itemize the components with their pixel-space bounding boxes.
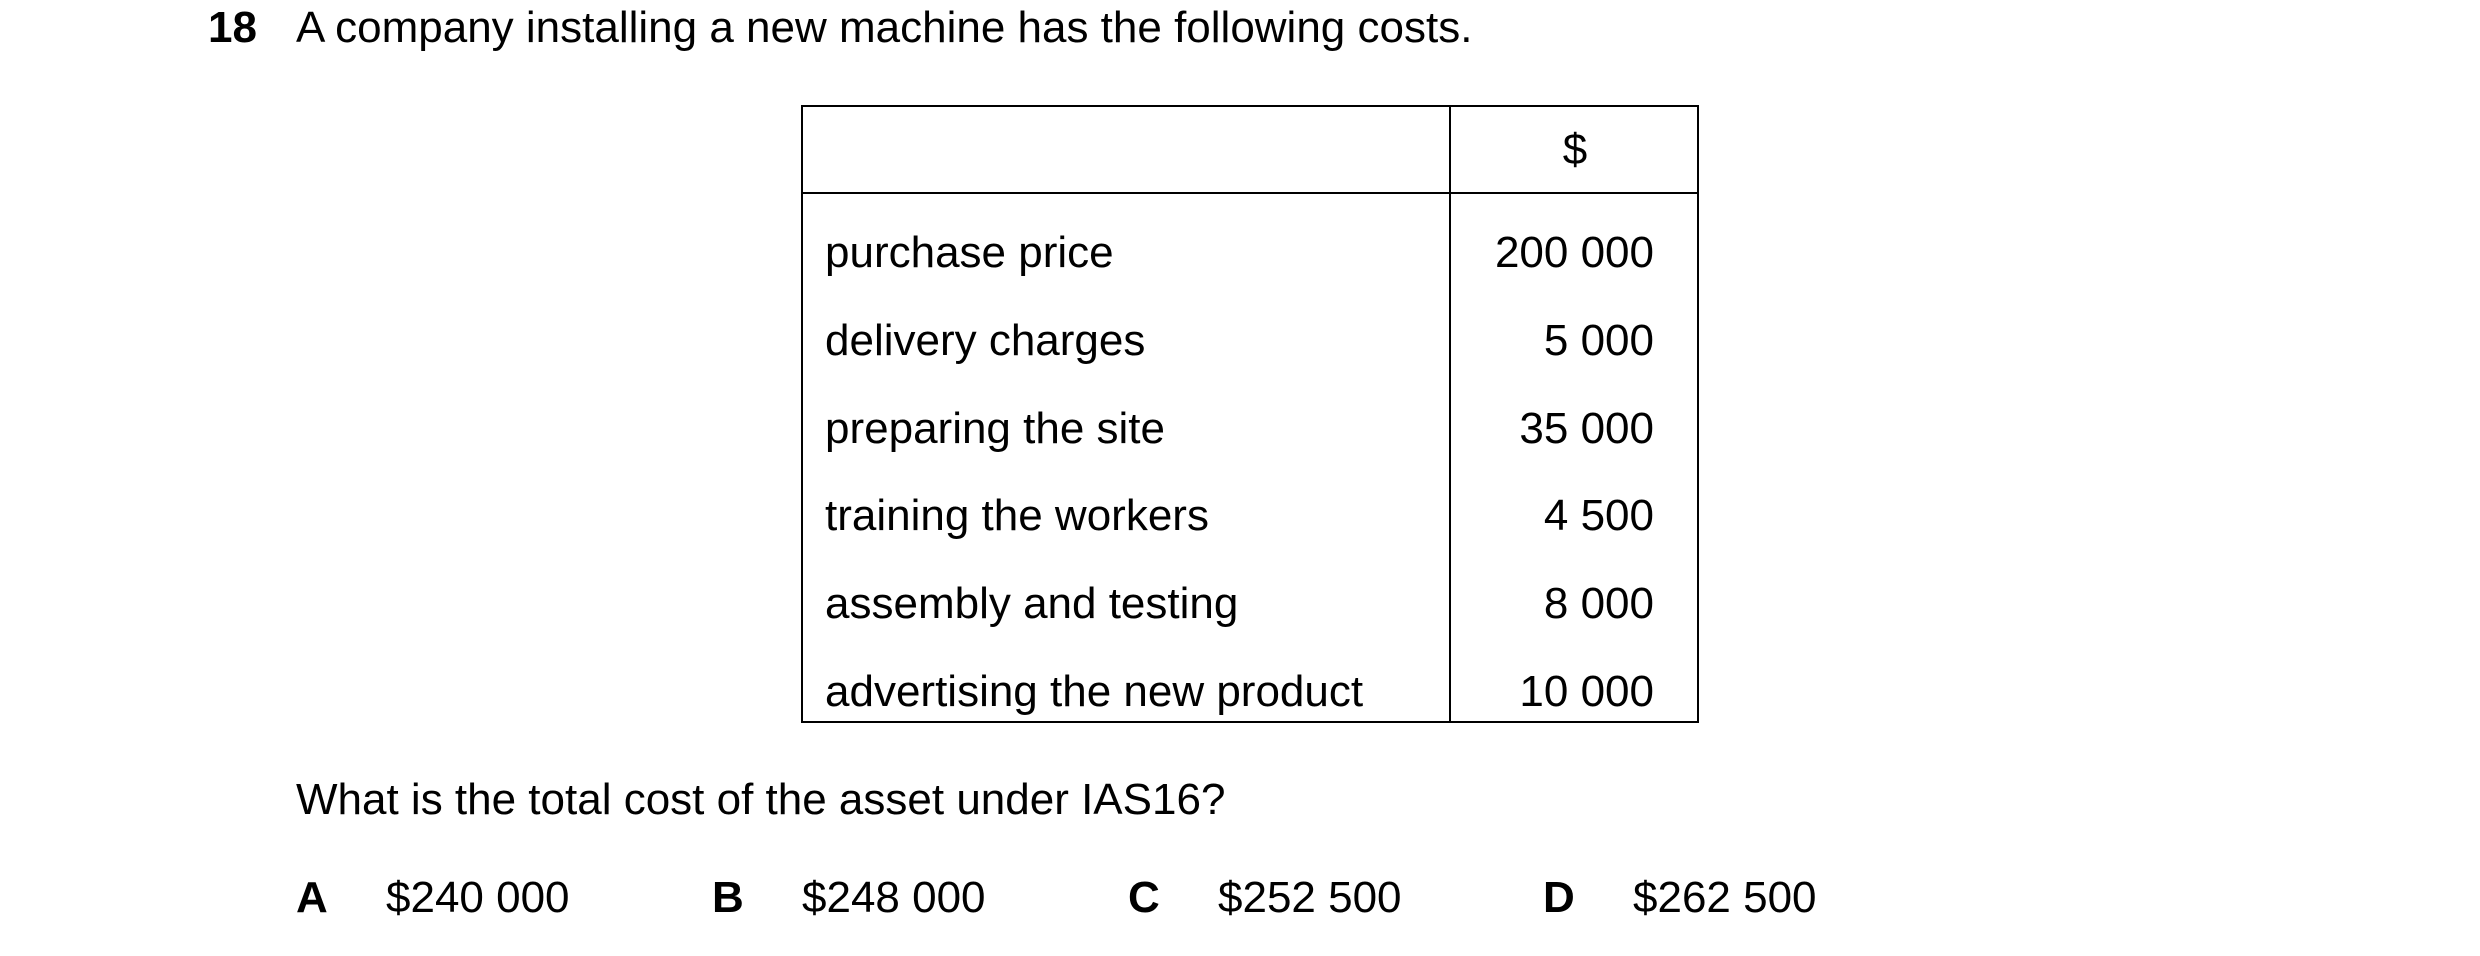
table-row [803, 560, 1697, 648]
option-letter: B [712, 873, 744, 922]
option-letter: A [296, 873, 328, 922]
cost-label: assembly and testing [825, 579, 1239, 628]
cost-label: training the workers [825, 491, 1209, 540]
option-value: $252 500 [1218, 873, 1402, 922]
cost-amount: 10 000 [1519, 667, 1654, 716]
cost-label: preparing the site [825, 404, 1165, 453]
cost-amount: 35 000 [1519, 404, 1654, 453]
option-value: $248 000 [802, 873, 986, 922]
cost-label: purchase price [825, 228, 1114, 277]
option-d[interactable] [1543, 874, 1817, 922]
question-number: 18 [208, 3, 257, 52]
option-letter: C [1128, 873, 1160, 922]
cost-amount: 200 000 [1494, 228, 1654, 277]
option-value: $262 500 [1633, 873, 1817, 922]
question-prompt: What is the total cost of the asset under IAS16? [296, 775, 1226, 824]
table-row [803, 209, 1697, 297]
option-b[interactable] [712, 874, 986, 922]
currency-header: $ [1562, 124, 1588, 174]
cost-amount: 5 000 [1543, 316, 1654, 365]
table-row [803, 472, 1697, 560]
cost-amount: 4 500 [1543, 491, 1654, 540]
table-row [803, 297, 1697, 385]
table-row [803, 648, 1697, 736]
option-c[interactable] [1128, 874, 1402, 922]
option-letter: D [1543, 873, 1575, 922]
option-a[interactable] [296, 874, 570, 922]
question-stem: A company installing a new machine has the following costs. [296, 3, 1473, 52]
cost-label: delivery charges [825, 316, 1146, 365]
cost-table [801, 105, 1699, 723]
header-divider [803, 192, 1697, 194]
cost-label: advertising the new product [825, 667, 1364, 716]
table-row [803, 385, 1697, 473]
option-value: $240 000 [386, 873, 570, 922]
cost-amount: 8 000 [1543, 579, 1654, 628]
